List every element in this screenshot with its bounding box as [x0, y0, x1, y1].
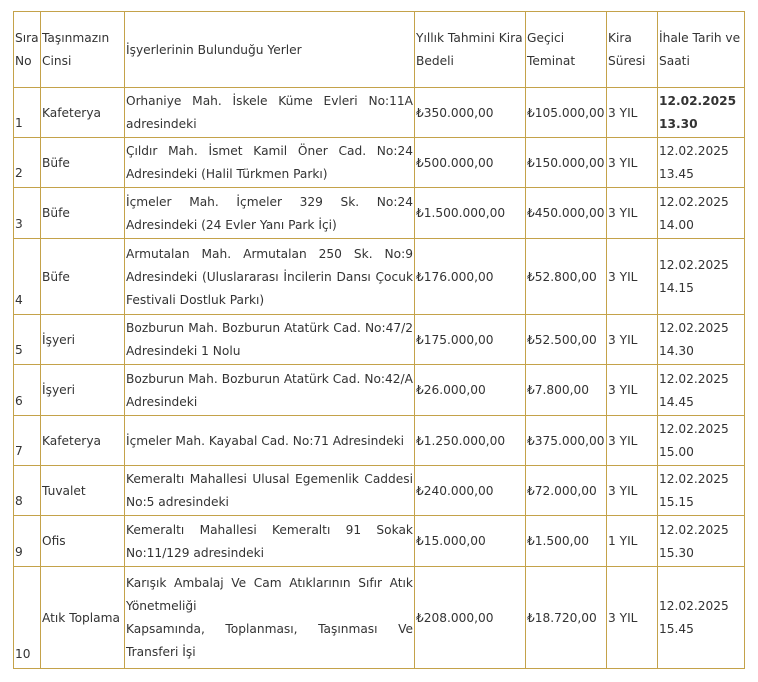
row-tarih: [658, 567, 745, 669]
row-cinsi: İşyeri: [41, 315, 125, 365]
row-yer: Orhaniye Mah. İskele Küme Evleri No:11A adresindeki: [125, 88, 415, 138]
table-row: [14, 315, 745, 365]
table-row: [14, 516, 745, 567]
row-tarih-date: 12.02.2025: [659, 599, 729, 613]
row-bedel: ₺176.000,00: [415, 239, 526, 315]
row-bedel: ₺1.500.000,00: [415, 188, 526, 239]
table-row: [14, 416, 745, 466]
row-tarih-date: 12.02.2025: [659, 194, 729, 209]
row-tarih-time: 15.30: [659, 545, 694, 560]
row-number: 6: [14, 365, 41, 416]
row-number: 3: [14, 188, 41, 239]
row-tarih-time: 15.15: [659, 495, 694, 509]
row-tarih-time: 15.45: [659, 622, 694, 636]
row-bedel: ₺15.000,00: [415, 516, 526, 567]
row-sure: 3 YIL: [607, 466, 658, 516]
table-row: [14, 567, 745, 669]
row-cinsi: İşyeri: [41, 365, 125, 416]
header-bedel: Yıllık Tahmini Kira Bedeli: [415, 12, 526, 88]
row-sure: 3 YIL: [607, 188, 658, 239]
row-tarih-time: 14.15: [659, 281, 694, 295]
row-sure: 3 YIL: [607, 239, 658, 315]
row-tarih-time: 14.45: [659, 394, 694, 409]
row-yer: İçmeler Mah. İçmeler 329 Sk. No:24 Adresindeki (24 Evler Yanı Park İçi): [125, 188, 415, 239]
row-number: 5: [14, 315, 41, 365]
row-tarih: [658, 188, 745, 239]
row-cinsi: Ofis: [41, 516, 125, 567]
table-row: [14, 188, 745, 239]
row-tarih-time: 15.00: [659, 445, 694, 459]
row-yer-line1: Karışık Ambalaj Ve Cam Atıklarının Sıfır Atık Yönetmeliği: [126, 576, 413, 613]
row-number: 10: [14, 567, 41, 669]
row-yer: Bozburun Mah. Bozburun Atatürk Cad. No:42/A Adresindeki: [125, 365, 415, 416]
table-row: [14, 88, 745, 138]
header-teminat: Geçici Teminat: [526, 12, 607, 88]
row-tarih-date: 12.02.2025: [659, 321, 729, 335]
row-cinsi: Atık Toplama: [41, 567, 125, 669]
row-number: 1: [14, 88, 41, 138]
table-row: [14, 138, 745, 188]
row-teminat: ₺150.000,00: [526, 138, 607, 188]
row-teminat: ₺105.000,00: [526, 88, 607, 138]
row-tarih: [658, 315, 745, 365]
header-sira: Sıra No: [14, 12, 41, 88]
header-tarih: İhale Tarih ve Saati: [658, 12, 745, 88]
header-yerler: İşyerlerinin Bulunduğu Yerler: [125, 12, 415, 88]
table-row: [14, 466, 745, 516]
row-number: 7: [14, 416, 41, 466]
row-tarih: [658, 239, 745, 315]
row-teminat: ₺52.800,00: [526, 239, 607, 315]
row-cinsi: Büfe: [41, 239, 125, 315]
row-tarih-date: 12.02.2025: [659, 258, 729, 272]
row-tarih-time: 13.45: [659, 167, 694, 181]
row-tarih: [658, 138, 745, 188]
row-tarih: [658, 365, 745, 416]
row-sure: 3 YIL: [607, 315, 658, 365]
row-sure: 3 YIL: [607, 88, 658, 138]
row-tarih-date: 12.02.2025: [659, 472, 729, 486]
row-cinsi: Kafeterya: [41, 416, 125, 466]
row-tarih: [658, 88, 745, 138]
header-cinsi: Taşınmazın Cinsi: [41, 12, 125, 88]
ihale-table: [13, 11, 745, 669]
row-number: 8: [14, 466, 41, 516]
row-tarih-date: 12.02.2025: [659, 522, 729, 537]
row-yer: Kemeraltı Mahallesi Ulusal Egemenlik Caddesi No:5 adresindeki: [125, 466, 415, 516]
header-row: [14, 12, 745, 88]
row-tarih-time: 14.00: [659, 217, 694, 232]
row-number: 4: [14, 239, 41, 315]
row-bedel: ₺350.000,00: [415, 88, 526, 138]
row-sure: 3 YIL: [607, 416, 658, 466]
row-tarih-date: 12.02.2025: [659, 144, 729, 158]
row-teminat: ₺18.720,00: [526, 567, 607, 669]
row-sure: 3 YIL: [607, 365, 658, 416]
row-number: 2: [14, 138, 41, 188]
row-teminat: ₺375.000,00: [526, 416, 607, 466]
row-bedel: ₺175.000,00: [415, 315, 526, 365]
row-teminat: ₺450.000,00: [526, 188, 607, 239]
row-teminat: ₺52.500,00: [526, 315, 607, 365]
row-yer-line2: Kapsamında, Toplanması, Taşınması Ve Transferi İşi: [126, 622, 413, 659]
row-teminat: ₺72.000,00: [526, 466, 607, 516]
row-cinsi: Büfe: [41, 138, 125, 188]
row-cinsi: Kafeterya: [41, 88, 125, 138]
row-tarih-time: 13.30: [659, 117, 698, 131]
row-cinsi: Büfe: [41, 188, 125, 239]
row-bedel: ₺1.250.000,00: [415, 416, 526, 466]
row-sure: 3 YIL: [607, 567, 658, 669]
row-tarih-date: 12.02.2025: [659, 94, 737, 108]
row-bedel: ₺500.000,00: [415, 138, 526, 188]
row-tarih: [658, 466, 745, 516]
row-teminat: ₺7.800,00: [526, 365, 607, 416]
row-yer: [125, 567, 415, 669]
row-number: 9: [14, 516, 41, 567]
row-tarih-date: 12.02.2025: [659, 422, 729, 436]
row-yer: Çıldır Mah. İsmet Kamil Öner Cad. No:24 Adresindeki (Halil Türkmen Parkı): [125, 138, 415, 188]
row-yer: İçmeler Mah. Kayabal Cad. No:71 Adresindeki: [125, 416, 415, 466]
row-tarih-date: 12.02.2025: [659, 371, 729, 386]
row-tarih-time: 14.30: [659, 344, 694, 358]
row-bedel: ₺240.000,00: [415, 466, 526, 516]
row-yer: Kemeraltı Mahallesi Kemeraltı 91 Sokak No:11/129 adresindeki: [125, 516, 415, 567]
table-row: [14, 239, 745, 315]
row-sure: 1 YIL: [607, 516, 658, 567]
table-row: [14, 365, 745, 416]
row-bedel: ₺208.000,00: [415, 567, 526, 669]
row-sure: 3 YIL: [607, 138, 658, 188]
row-teminat: ₺1.500,00: [526, 516, 607, 567]
row-cinsi: Tuvalet: [41, 466, 125, 516]
row-bedel: ₺26.000,00: [415, 365, 526, 416]
row-tarih: [658, 416, 745, 466]
header-sure: Kira Süresi: [607, 12, 658, 88]
row-yer: Armutalan Mah. Armutalan 250 Sk. No:9 Adresindeki (Uluslararası İncilerin Dansı Çocuk Festivali Dostluk Parkı): [125, 239, 415, 315]
row-yer: Bozburun Mah. Bozburun Atatürk Cad. No:47/2 Adresindeki 1 Nolu: [125, 315, 415, 365]
row-tarih: [658, 516, 745, 567]
